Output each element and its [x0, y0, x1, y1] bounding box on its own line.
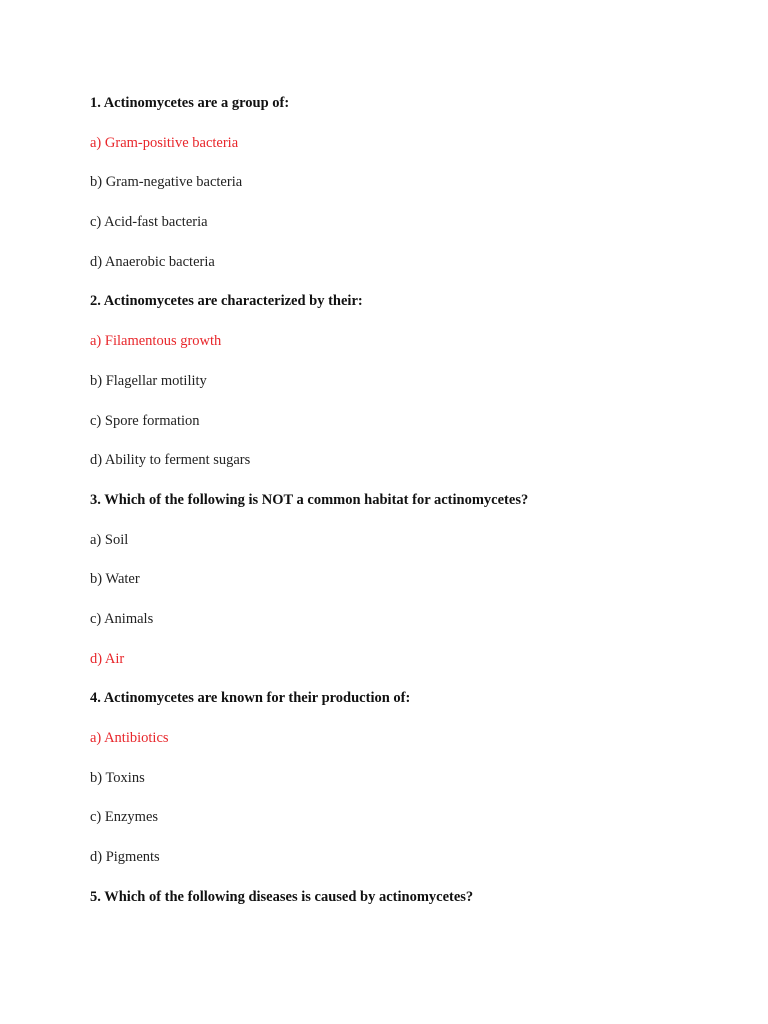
q2-option-d: d) Ability to ferment sugars	[90, 452, 251, 469]
q4-option-d: d) Pigments	[90, 849, 160, 866]
q4-option-c: c) Enzymes	[90, 809, 159, 826]
q3-option-c: c) Animals	[90, 610, 154, 627]
question-1: 1. Actinomycetes are a group of:	[90, 95, 290, 111]
question-3: 3. Which of the following is NOT a common habitat for actinomycetes?	[90, 491, 529, 508]
quiz-list	[90, 92, 730, 925]
question-2: 2. Actinomycetes are characterized by their:	[90, 293, 363, 310]
question-4: 4. Actinomycetes are known for their production of:	[90, 690, 411, 707]
q1-option-a: a) Gram-positive bacteria	[90, 134, 239, 151]
q2-option-a: a) Filamentous growth	[90, 333, 222, 350]
q2-option-c: c) Spore formation	[90, 412, 200, 429]
q3-option-b: b) Water	[90, 571, 140, 588]
q4-option-a: a) Antibiotics	[90, 730, 169, 746]
q3-option-a: a) Soil	[90, 531, 129, 548]
q4-option-b: b) Toxins	[90, 769, 145, 786]
q1-option-c: c) Acid-fast bacteria	[90, 214, 208, 231]
q2-option-b: b) Flagellar motility	[90, 372, 207, 389]
question-5: 5. Which of the following diseases is caused by actinomycetes?	[90, 888, 474, 905]
q1-option-b: b) Gram-negative bacteria	[90, 174, 243, 191]
q3-option-d: d) Air	[90, 650, 125, 667]
q1-option-d: d) Anaerobic bacteria	[90, 253, 215, 270]
